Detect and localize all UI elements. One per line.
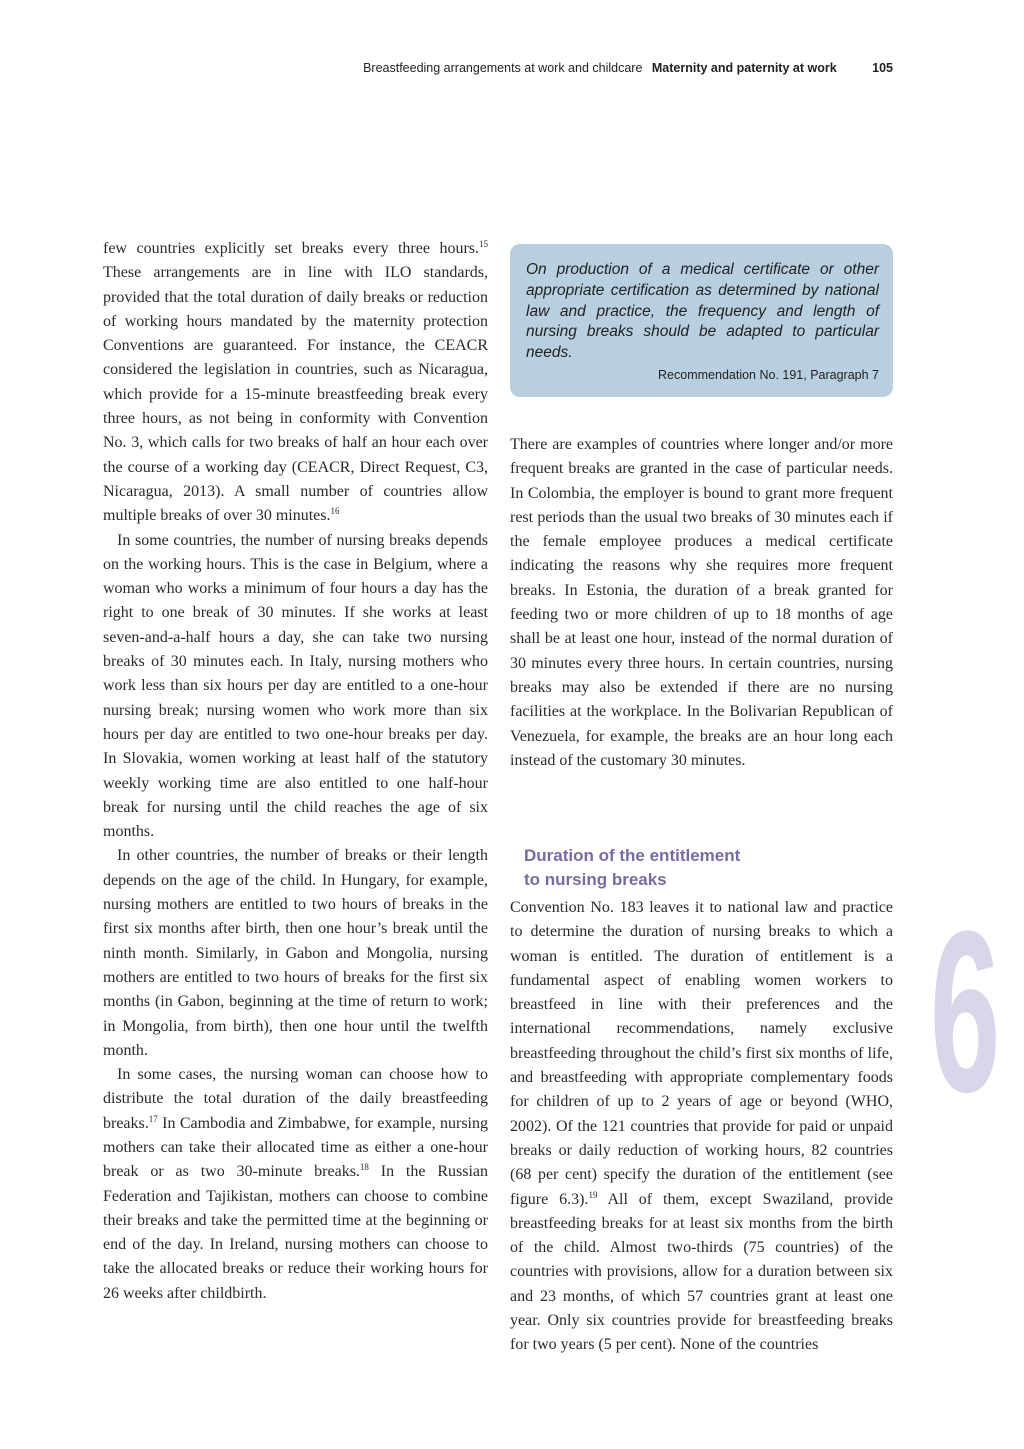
footnote-ref[interactable]: 17	[148, 1113, 158, 1124]
paragraph	[103, 1063, 488, 1306]
section-heading	[524, 844, 894, 892]
header-section: Breastfeeding arrangements at work and childcare	[363, 61, 643, 75]
paragraph	[510, 896, 893, 1358]
left-column	[103, 237, 488, 1306]
paragraph-text: In the Russian Federation and Tajikistan, mothers can choose to combine their breaks and take the permitted time at the beginning or end of the day. In Ireland, nursing mothers can choose to take the allocated breaks or reduce their working hours for 26 weeks after childbirth.	[103, 1163, 488, 1302]
footnote-ref[interactable]: 18	[359, 1162, 369, 1173]
paragraph: There are examples of countries where longer and/or more frequent breaks are granted in the case of particular needs. In Colombia, the employer is bound to grant more frequent rest periods than the usual two breaks of 30 minutes each if the female employee produces a medical certificate indicating the reasons why she requires more frequent breaks. In Estonia, the duration of a break granted for feeding two or more children of up to 18 months of age shall be at least one hour, instead of the normal duration of 30 minutes every three hours. In certain countries, nursing breaks may also be extended if there are no nursing facilities at the workplace. In the Bolivarian Republican of Venezuela, for example, the breaks are an hour long each instead of the customary 30 minutes.	[510, 436, 893, 769]
footnote-ref[interactable]: 16	[330, 506, 340, 517]
section-heading-line: Duration of the entitlement	[524, 846, 741, 865]
paragraph-text: These arrangements are in line with ILO standards, provided that the total duration of daily breaks or reduction of working hours mandated by the maternity protection Conventions are guaranteed. For instance, the CEACR considered the legislation in countries, such as Nicaragua, which provide for a 15-minute breastfeeding break every three hours, as not being in conformity with Convention No. 3, which calls for two breaks of half an hour each over the course of a working day (CEACR, Direct Request, C3, Nicaragua, 2013). A small number of countries allow multiple breaks of over 30 minutes.	[103, 264, 488, 525]
footnote-ref[interactable]: 15	[479, 239, 488, 249]
callout-quote: On production of a medical certificate or other appropriate certification as determined by national law and practice, the frequency and length of nursing breaks should be adapted to particular needs.	[526, 261, 879, 362]
paragraph	[103, 237, 488, 529]
section-heading-line: to nursing breaks	[524, 870, 667, 889]
recommendation-callout	[510, 244, 893, 397]
paragraph: In other countries, the number of breaks or their length depends on the age of the child. In Hungary, for example, nursing mothers are entitled to two hours of breaks in the first six months after birth, then one hour’s break until the ninth month. Similarly, in Gabon and Mongolia, nursing mothers are entitled to two hours of breaks for the first six months (in Gabon, beginning at the time of return to work; in Mongolia, from birth), then one hour until the twelfth month.	[103, 847, 488, 1059]
paragraph-text: Convention No. 183 leaves it to national law and practice to determine the duration of nursing breaks to which a woman is entitled. The duration of entitlement is a fundamental aspect of enabling women workers to breastfeed in line with their preferences and the international recommendations, namely exclusive breastfeeding throughout the child’s first six months of life, and breastfeeding with appropriate complementary foods for children of up to 2 years of age or beyond (WHO, 2002). Of the 121 countries that provide for paid or unpaid breaks or daily reduction of working hours, 82 countries (68 per cent) specify the duration of the entitlement (see figure 6.3).	[510, 899, 893, 1208]
paragraph: In some countries, the number of nursing breaks depends on the working hours. This is the case in Belgium, where a woman who works a minimum of four hours a day has the right to one break of 30 minutes. If she works at least seven-and-a-half hours a day, she can take two nursing breaks of 30 minutes each. In Italy, nursing mothers who work less than six hours per day are entitled to a one-hour nursing break; nursing women who work more than six hours per day are entitled to two one-hour breaks per day. In Slovakia, women working at least half of the statutory weekly working time are also entitled to one half-hour break for nursing until the child reaches the age of six months.	[103, 531, 488, 841]
right-column	[510, 433, 893, 773]
page-number: 105	[872, 61, 893, 75]
paragraph-text: All of them, except Swaziland, provide breastfeeding breaks for at least six months from the birth of the child. Almost two-thirds (75 countries) of the countries with provisions, allow for a duration between six and 23 months, of which 57 countries grant at least one year. Only six countries provide for breastfeeding breaks for two years (5 per cent). None of the countries	[510, 1190, 894, 1354]
footnote-ref[interactable]: 19	[588, 1189, 598, 1200]
right-column-continued	[510, 896, 893, 1358]
chapter-marker: 6	[930, 883, 1001, 1140]
paragraph-text: few countries explicitly set breaks every three hours.	[103, 240, 479, 257]
paragraph-text: In some cases, the nursing woman can choose how to distribute the total duration of the daily breastfeeding breaks.	[103, 1066, 488, 1132]
running-header	[0, 61, 893, 75]
paragraph-text: In Cambodia and Zimbabwe, for example, nursing mothers can take their allocated time as either a one-hour break or as two 30-minute breaks.	[103, 1114, 488, 1181]
header-title: Maternity and paternity at work	[651, 61, 837, 75]
callout-source: Recommendation No. 191, Paragraph 7	[658, 367, 879, 382]
